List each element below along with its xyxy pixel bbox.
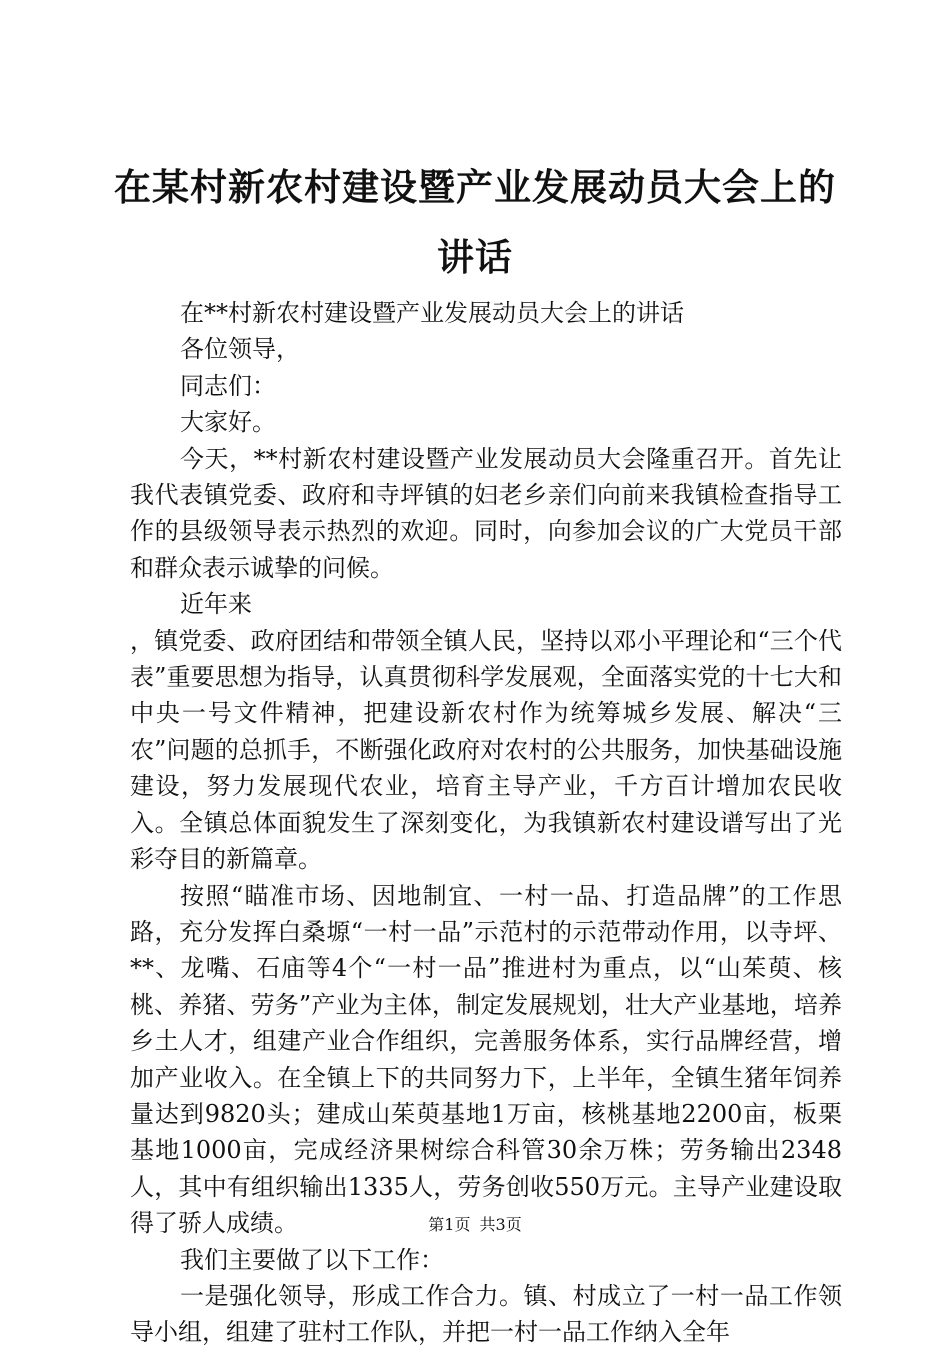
paragraph-work-approach: 按照“瞄准市场、因地制宜、一村一品、打造品牌”的工作思路，充分发挥白桑塬“一村一品”示范村的示范带动作用，以寺坪、**、龙嘴、石庙等4个“一村一品”推进村为重点，以“山茱萸、核桃、养猪、劳务”产业为主体，制定发展规划，壮大产业基地，培养乡土人才，组建产业合作组织，完善服务体系，实行品牌经营，增加产业收入。在全镇上下的共同努力下，上半年，全镇生猪年饲养量达到9820头；建成山茱萸基地1万亩，核桃基地2200亩，板栗基地1000亩，完成经济果树综合科管30余万株；劳务输出2348人，其中有组织输出1335人，劳务创收550万元。主导产业建设取得了骄人成绩。 [130, 881, 842, 1238]
page-footer: 第1页 共3页 [428, 1215, 522, 1234]
paragraph-salutation-comrades: 同志们： [180, 371, 276, 400]
document-title: 在某村新农村建设暨产业发展动员大会上的讲话 [114, 165, 836, 279]
paragraph-work-intro: 我们主要做了以下工作： [180, 1245, 444, 1274]
paragraph-recent-years: 近年来 [180, 590, 252, 619]
document-body [130, 295, 842, 1351]
paragraph-heading-repeat: 在**村新农村建设暨产业发展动员大会上的讲话 [180, 299, 684, 327]
paragraph-greeting: 大家好。 [180, 408, 276, 437]
paragraph-salutation-leaders: 各位领导， [180, 335, 300, 364]
paragraph-point-one: 一是强化领导，形成工作合力。镇、村成立了一村一品工作领导小组，组建了驻村工作队，并把一村一品工作纳入全年 [130, 1281, 842, 1347]
paragraph-opening: 今天，**村新农村建设暨产业发展动员大会隆重召开。首先让我代表镇党委、政府和寺坪镇的妇老乡亲们向前来我镇检查指导工作的县级领导表示热烈的欢迎。同时，向参加会议的广大党员干部和群众表示诚挚的问候。 [130, 444, 842, 582]
paragraph-achievements: ，镇党委、政府团结和带领全镇人民，坚持以邓小平理论和“三个代表”重要思想为指导，认真贯彻科学发展观，全面落实党的十七大和中央一号文件精神，把建设新农村作为统筹城乡发展、解决“三农”问题的总抓手，不断强化政府对农村的公共服务，加快基础设施建设，努力发展现代农业，培育主导产业，千方百计增加农民收入。全镇总体面貌发生了深刻变化，为我镇新农村建设谱写出了光彩夺目的新篇章。 [130, 626, 842, 874]
